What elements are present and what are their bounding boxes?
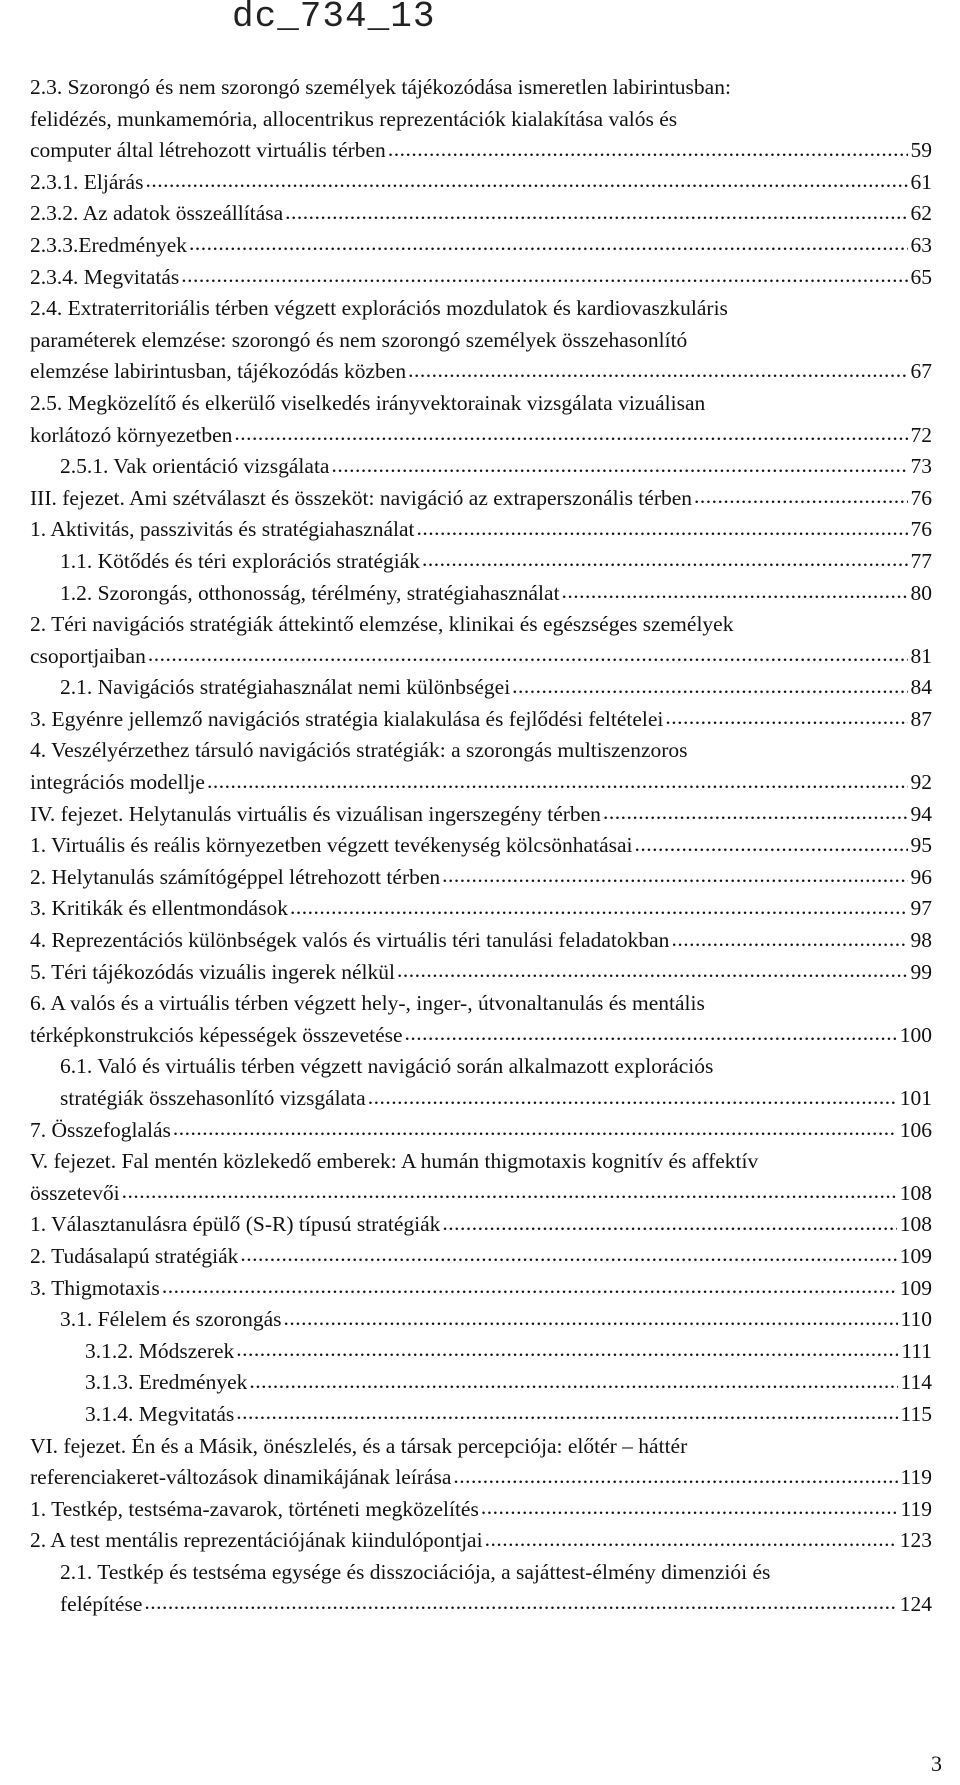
toc-page-number: 65 [910, 264, 932, 289]
dot-leader [144, 1589, 896, 1611]
toc-page-number: 87 [910, 706, 932, 731]
toc-entry-line: VI. fejezet. Én és a Másik, önészlelés, és a társak percepciója: előtér – háttér [30, 1433, 688, 1458]
toc-entry[interactable] [30, 230, 932, 262]
dot-leader [417, 515, 908, 537]
toc-entry-line: 6.1. Való és virtuális térben végzett navigáció során alkalmazott explorációs [60, 1054, 714, 1079]
dot-leader [481, 1494, 898, 1516]
dot-leader [388, 136, 908, 158]
toc-entry-title: integrációs modellje [30, 770, 205, 795]
toc-page-number: 114 [900, 1370, 932, 1395]
dot-leader [240, 1241, 896, 1263]
toc-entry-title: computer által létrehozott virtuális térben [30, 138, 386, 163]
toc-entry[interactable] [30, 1146, 932, 1209]
toc-entry[interactable] [30, 704, 932, 736]
toc-entry-title: 1. Testkép, testséma-zavarok, történeti megközelítés [30, 1496, 479, 1521]
toc-page-number: 109 [899, 1243, 932, 1268]
toc-entry-line: 2. Téri navigációs stratégiák áttekintő elemzése, klinikai és egészséges személyek [30, 612, 734, 637]
dot-leader [422, 546, 907, 568]
toc-page-number: 108 [899, 1212, 932, 1237]
toc-entry-title: 1.2. Szorongás, otthonosság, térélmény, stratégiahasználat [60, 580, 560, 605]
toc-entry-line: 2.3. Szorongó és nem szorongó személyek tájékozódása ismeretlen labirintusban: [30, 75, 731, 99]
toc-entry-title: 4. Reprezentációs különbségek valós és virtuális téri tanulási feladatokban [30, 928, 670, 953]
toc-page-number: 63 [910, 232, 932, 257]
toc-entry-title: 7. Összefoglalás [30, 1117, 171, 1142]
dot-leader [148, 641, 908, 663]
toc-entry[interactable] [30, 546, 932, 578]
toc-entry[interactable] [30, 72, 932, 167]
toc-entry[interactable] [30, 1241, 932, 1273]
toc-page-number: 111 [901, 1338, 932, 1363]
page-number: 3 [931, 1751, 942, 1776]
toc-entry[interactable] [30, 1557, 932, 1620]
toc-entry-line: paraméterek elemzése: szorongó és nem szorongó személyek összehasonlító [30, 327, 688, 352]
toc-entry-title: felépítése [60, 1591, 143, 1616]
toc-entry[interactable] [30, 483, 932, 515]
dot-leader [694, 483, 907, 505]
dot-leader [189, 230, 907, 252]
toc-entry[interactable] [30, 1494, 932, 1526]
toc-entry[interactable] [30, 388, 932, 451]
dot-leader [635, 831, 908, 853]
toc-entry[interactable] [30, 735, 932, 798]
toc-entry[interactable] [30, 293, 932, 388]
toc-entry-title: térképkonstrukciós képességek összevetése [30, 1022, 403, 1047]
toc-entry[interactable] [30, 862, 932, 894]
toc-page-number: 77 [910, 548, 932, 573]
document-id: dc_734_13 [232, 0, 436, 37]
dot-leader [234, 420, 907, 442]
dot-leader [512, 673, 907, 695]
dot-leader [671, 926, 907, 948]
dot-leader [181, 262, 907, 284]
dot-leader [331, 452, 907, 474]
toc-page-number: 100 [899, 1022, 932, 1047]
dot-leader [368, 1084, 897, 1106]
toc-entry[interactable] [30, 578, 932, 610]
toc-page-number: 115 [900, 1401, 932, 1426]
toc-page-number: 98 [910, 928, 932, 953]
toc-entry-title: 2.3.4. Megvitatás [30, 264, 180, 289]
toc-entry[interactable] [30, 451, 932, 483]
toc-entry-title: stratégiák összehasonlító vizsgálata [60, 1086, 366, 1110]
toc-entry[interactable] [30, 1336, 932, 1368]
toc-entry-title: 1. Választanulásra épülő (S-R) típusú stratégiák [30, 1212, 441, 1237]
toc-entry[interactable] [30, 1431, 932, 1494]
toc-page-number: 119 [900, 1496, 932, 1521]
toc-entry[interactable] [30, 1051, 932, 1114]
toc-entry-line: felidézés, munkamemória, allocentrikus reprezentációk kialakítása valós és [30, 106, 678, 131]
toc-page-number: 76 [910, 517, 932, 542]
dot-leader [249, 1368, 897, 1390]
toc-page-number: 95 [910, 833, 932, 858]
toc-entry[interactable] [30, 672, 932, 704]
toc-page-number: 124 [899, 1591, 932, 1616]
toc-page-number: 109 [899, 1275, 932, 1300]
toc-entry-title: 3.1.4. Megvitatás [85, 1401, 235, 1426]
toc-entry[interactable] [30, 514, 932, 546]
toc-page-number: 119 [900, 1465, 932, 1490]
table-of-contents [30, 72, 932, 1620]
toc-entry-title: elemzése labirintusban, tájékozódás közben [30, 359, 407, 384]
toc-page-number: 67 [910, 359, 932, 384]
toc-entry-title: 2.3.1. Eljárás [30, 169, 144, 194]
dot-leader [453, 1463, 897, 1485]
dot-leader [485, 1526, 897, 1548]
toc-page-number: 84 [910, 675, 932, 700]
dot-leader [397, 957, 908, 979]
toc-entry-title: 2. Tudásalapú stratégiák [30, 1243, 239, 1268]
dot-leader [405, 1020, 897, 1042]
toc-entry-title: 2. Helytanulás számítógéppel létrehozott térben [30, 864, 441, 889]
toc-entry-title: csoportjaiban [30, 643, 146, 668]
toc-entry-title: 3.1.3. Eredmények [85, 1370, 248, 1395]
dot-leader [408, 357, 907, 379]
dot-leader [173, 1115, 897, 1137]
toc-entry-title: 3.1.2. Módszerek [85, 1338, 235, 1363]
dot-leader [162, 1273, 897, 1295]
toc-entry[interactable] [30, 1525, 932, 1557]
toc-entry-title: 2.1. Navigációs stratégiahasználat nemi különbségei [60, 675, 511, 700]
toc-entry[interactable] [30, 167, 932, 199]
dot-leader [122, 1178, 897, 1200]
toc-entry-title: 1.1. Kötődés és téri explorációs stratégiák [60, 548, 421, 573]
dot-leader [665, 704, 907, 726]
toc-entry[interactable] [30, 262, 932, 294]
toc-entry-title: 2.5.1. Vak orientáció vizsgálata [60, 454, 330, 479]
toc-entry[interactable] [30, 957, 932, 989]
toc-page-number: 92 [910, 770, 932, 795]
dot-leader [290, 894, 908, 916]
dot-leader [284, 1305, 898, 1327]
toc-page-number: 96 [910, 864, 932, 889]
toc-entry-title: III. fejezet. Ami szétválaszt és összeköt: navigáció az extraperszonális térben [30, 485, 693, 510]
toc-entry[interactable] [30, 1399, 932, 1431]
toc-entry-line: 2.5. Megközelítő és elkerülő viselkedés irányvektorainak vizsgálata vizuálisan [30, 390, 706, 415]
toc-page-number: 73 [910, 454, 932, 479]
toc-entry-line: 2.1. Testkép és testséma egysége és disszociációja, a sajáttest-élmény dimenziói és [60, 1559, 771, 1584]
toc-page-number: 110 [900, 1307, 932, 1332]
toc-entry-line: V. fejezet. Fal mentén közlekedő emberek: A humán thigmotaxis kognitív és affektív [30, 1149, 759, 1174]
toc-entry-title: 3. Thigmotaxis [30, 1275, 160, 1300]
toc-entry-title: 3. Kritikák és ellentmondások [30, 896, 288, 921]
toc-entry-line: 4. Veszélyérzethez társuló navigációs stratégiák: a szorongás multiszenzoros [30, 738, 688, 763]
toc-page-number: 62 [910, 201, 932, 226]
toc-page-number: 76 [910, 485, 932, 510]
toc-entry-title: 2.3.3.Eredmények [30, 232, 188, 257]
toc-entry[interactable] [30, 1304, 932, 1336]
toc-entry-title: 3. Egyénre jellemző navigációs stratégia kialakulása és fejlődési feltételei [30, 706, 664, 731]
toc-page-number: 72 [910, 422, 932, 447]
toc-entry-title: 1. Aktivitás, passzivitás és stratégiahasználat [30, 517, 415, 542]
toc-page-number: 81 [910, 643, 932, 668]
toc-entry-title: referenciakeret-változások dinamikájának leírása [30, 1465, 452, 1490]
toc-entry-title: összetevői [30, 1180, 120, 1205]
toc-page-number: 97 [910, 896, 932, 921]
toc-entry[interactable] [30, 1273, 932, 1305]
toc-page-number: 108 [899, 1180, 932, 1205]
dot-leader [285, 199, 907, 221]
toc-page-number: 94 [910, 801, 932, 826]
dot-leader [442, 1210, 896, 1232]
toc-entry[interactable] [30, 1209, 932, 1241]
toc-page-number: 106 [899, 1117, 932, 1142]
toc-entry[interactable] [30, 830, 932, 862]
toc-entry-title: 1. Virtuális és reális környezetben végzett tevékenység kölcsönhatásai [30, 833, 633, 858]
toc-page-number: 59 [910, 138, 932, 163]
toc-entry-title: korlátozó környezetben [30, 422, 233, 447]
toc-page-number: 123 [899, 1528, 932, 1553]
toc-entry[interactable] [30, 1115, 932, 1147]
toc-page-number: 101 [899, 1086, 932, 1110]
toc-entry-title: 2. A test mentális reprezentációjának kiindulópontjai [30, 1528, 483, 1553]
dot-leader [442, 862, 907, 884]
toc-entry[interactable] [30, 799, 932, 831]
toc-page-number: 80 [910, 580, 932, 605]
dot-leader [207, 768, 908, 790]
toc-entry-title: 3.1. Félelem és szorongás [60, 1307, 282, 1332]
toc-entry[interactable] [30, 609, 932, 672]
toc-entry-title: 5. Téri tájékozódás vizuális ingerek nélkül [30, 959, 395, 984]
toc-entry[interactable] [30, 198, 932, 230]
dot-leader [562, 578, 908, 600]
toc-entry[interactable] [30, 1367, 932, 1399]
dot-leader [603, 799, 908, 821]
dot-leader [236, 1336, 898, 1358]
toc-page-number: 99 [910, 959, 932, 984]
dot-leader [145, 167, 907, 189]
toc-entry-line: 6. A valós és a virtuális térben végzett hely-, inger-, útvonaltanulás és mentális [30, 991, 705, 1016]
toc-page-number: 61 [910, 169, 932, 194]
toc-entry[interactable] [30, 988, 932, 1051]
toc-entry[interactable] [30, 925, 932, 957]
toc-entry-title: 2.3.2. Az adatok összeállítása [30, 201, 284, 226]
toc-entry-title: IV. fejezet. Helytanulás virtuális és vizuálisan ingerszegény térben [30, 801, 601, 826]
toc-entry[interactable] [30, 893, 932, 925]
dot-leader [236, 1399, 897, 1421]
toc-entry-line: 2.4. Extraterritoriális térben végzett explorációs mozdulatok és kardiovaszkuláris [30, 296, 728, 321]
